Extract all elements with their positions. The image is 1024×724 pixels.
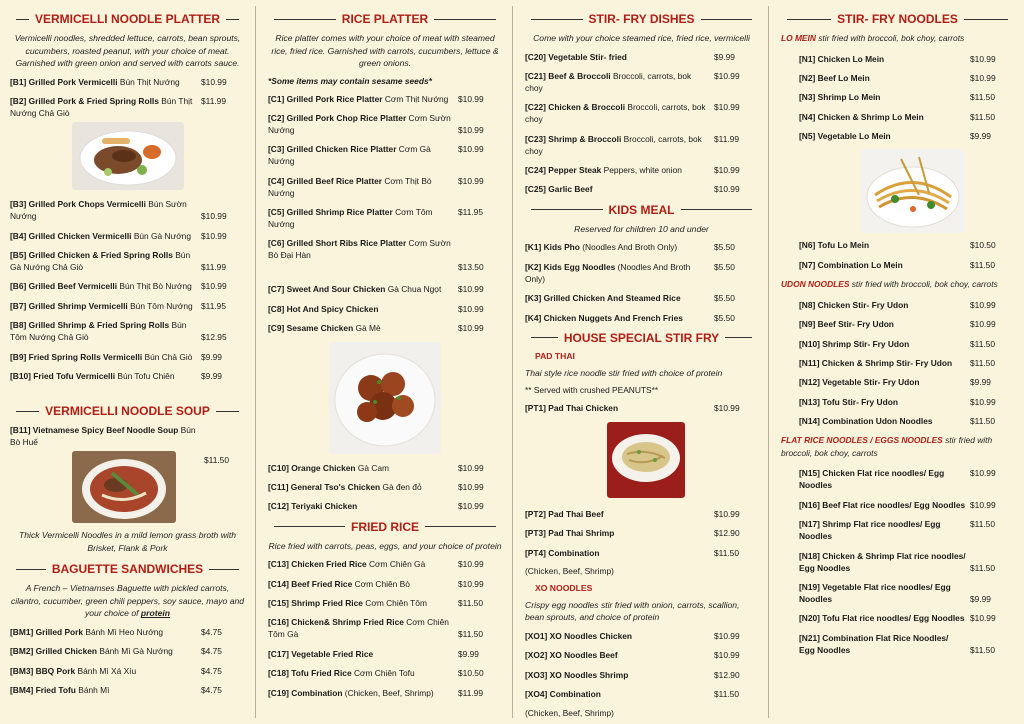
- menu-item[interactable]: [N19] Vegetable Flat rice noodles/ Egg Noodles $9.99: [799, 581, 1014, 605]
- menu-item[interactable]: [K4] Chicken Nuggets And French Fries $5.50: [525, 312, 758, 324]
- menu-item[interactable]: [PT2] Pad Thai Beef $10.99: [525, 508, 758, 520]
- menu-item[interactable]: [B1] Grilled Pork Vermicelli Bún Thịt Nướng $10.99: [10, 76, 245, 88]
- menu-item[interactable]: [N20] Tofu Flat rice noodles/ Egg Noodles $10.99: [799, 612, 1014, 624]
- item-price: $10.99: [458, 501, 484, 512]
- menu-item[interactable]: [N17] Shrimp Flat rice noodles/ Egg Noodles $11.50: [799, 518, 1014, 542]
- section-vermicelli-platter-header: [10, 12, 245, 26]
- menu-item[interactable]: [BM4] Fried Tofu Bánh Mì $4.75: [10, 684, 245, 696]
- menu-item[interactable]: [N5] Vegetable Lo Mein $9.99: [799, 130, 1014, 142]
- menu-item[interactable]: [N13] Tofu Stir- Fry Udon $10.99: [799, 396, 1014, 408]
- menu-item[interactable]: [K3] Grilled Chicken And Steamed Rice $5.50: [525, 292, 758, 304]
- section-vermicelli-soup-header: [10, 404, 245, 418]
- item-price: $11.50: [458, 598, 483, 609]
- item-price: $10.99: [714, 102, 740, 113]
- section-description: Vermicelli noodles, shredded lettuce, carrots, bean sprouts, cucumbers, roasted peanut, with your choice of meat. Garnished with green onion and served with carrots sauce.: [14, 33, 241, 68]
- item-price: $11.95: [201, 300, 226, 311]
- item-price: $11.50: [458, 629, 483, 640]
- menu-item[interactable]: [B3] Grilled Pork Chops Vermicelli Bún Sườn Nướng $10.99: [10, 198, 245, 222]
- menu-item[interactable]: [N15] Chicken Flat rice noodles/ Egg Noodles $10.99: [799, 467, 1014, 491]
- peanut-note: ** Served with crushed PEANUTS**: [525, 385, 659, 396]
- menu-item[interactable]: [PT4] Combination $11.50: [525, 547, 758, 559]
- menu-item[interactable]: [C9] Sesame Chicken Gà Mè $10.99: [268, 322, 502, 334]
- menu-item[interactable]: [B10] Fried Tofu Vermicelli Bún Tofu Chiên $9.99: [10, 370, 245, 382]
- menu-item[interactable]: [B8] Grilled Shrimp & Fried Spring Rolls Bún Tôm Nướng Chả Giò $12.95: [10, 319, 245, 343]
- menu-item[interactable]: [C22] Chicken & Broccoli Broccoli, carrots, bok choy $10.99: [525, 101, 758, 125]
- item-price: $10.99: [458, 482, 484, 493]
- menu-item[interactable]: [N8] Chicken Stir- Fry Udon $10.99: [799, 299, 1014, 311]
- menu-item[interactable]: [N12] Vegetable Stir- Fry Udon $9.99: [799, 376, 1014, 388]
- item-price: $9.99: [970, 594, 991, 605]
- item-price: $12.95: [201, 332, 227, 343]
- menu-item[interactable]: [B2] Grilled Pork & Fried Spring Rolls Bún Thịt Nướng Chả Giò $11.99: [10, 95, 245, 119]
- menu-item[interactable]: [N6] Tofu Lo Mein $10.50: [799, 239, 1014, 251]
- menu-item[interactable]: [XO2] XO Noodles Beef $10.99: [525, 649, 758, 661]
- menu-item[interactable]: [C12] Teriyaki Chicken $10.99: [268, 500, 502, 512]
- item-price: $13.50: [458, 262, 484, 273]
- pad-thai-photo: [607, 422, 685, 498]
- lo-mein-photo: [861, 149, 965, 233]
- item-price: $10.99: [458, 144, 484, 155]
- item-price: $10.99: [458, 462, 484, 473]
- section-title: STIR- FRY NOODLES: [837, 12, 958, 26]
- menu-item[interactable]: [C25] Garlic Beef $10.99: [525, 183, 758, 195]
- item-price: $10.99: [970, 53, 996, 64]
- menu-item[interactable]: [N14] Combination Udon Noodles $11.50: [799, 415, 1014, 427]
- item-price: $10.99: [970, 499, 996, 510]
- menu-item[interactable]: [XO4] Combination $11.50: [525, 688, 758, 700]
- menu-item[interactable]: [C20] Vegetable Stir- fried $9.99: [525, 51, 758, 63]
- menu-item[interactable]: [N11] Chicken & Shrimp Stir- Fry Udon $11.50: [799, 357, 1014, 369]
- item-price: $9.99: [201, 371, 222, 382]
- section-description: Crispy egg noodles stir fried with onion, carrots, scallion, bean sprouts, and choice of protein: [525, 599, 740, 623]
- item-price: $11.50: [970, 111, 995, 122]
- menu-item[interactable]: [C3] Grilled Chicken Rice Platter Cơm Gà Nướng $10.99: [268, 143, 502, 167]
- menu-item[interactable]: [N10] Shrimp Stir- Fry Udon $11.50: [799, 338, 1014, 350]
- menu-item[interactable]: [N7] Combination Lo Mein $11.50: [799, 259, 1014, 271]
- item-price: $9.99: [970, 131, 991, 142]
- column-divider: [255, 6, 256, 718]
- item-price: $11.50: [714, 689, 739, 700]
- menu-item[interactable]: [B11] Vietnamese Spicy Beef Noodle Soup Bún Bò Huế: [10, 424, 245, 448]
- menu-item[interactable]: [C21] Beef & Broccoli Broccoli, carrots, bok choy $10.99: [525, 70, 758, 94]
- item-price: $10.50: [970, 240, 996, 251]
- menu-item[interactable]: [N9] Beef Stir- Fry Udon $10.99: [799, 318, 1014, 330]
- section-title: FRIED RICE: [351, 519, 420, 534]
- beef-noodle-soup-photo: [72, 451, 176, 523]
- menu-item[interactable]: [K1] Kids Pho (Noodles And Broth Only) $5.50: [525, 241, 758, 253]
- item-price: $10.99: [714, 70, 740, 81]
- menu-item[interactable]: [N3] Shrimp Lo Mein $11.50: [799, 91, 1014, 103]
- section-title: VERMICELLI NOODLE PLATTER: [34, 12, 221, 26]
- column-divider: [512, 6, 513, 718]
- section-stir-fry-dishes-header: [525, 12, 758, 26]
- menu-item[interactable]: [B7] Grilled Shrimp Vermicelli Bún Tôm Nướng $11.95: [10, 300, 245, 312]
- menu-item[interactable]: [N18] Chicken & Shrimp Flat rice noodles/ Egg Noodles $11.50: [799, 550, 1014, 574]
- menu-column-1: [0, 0, 255, 724]
- menu-item[interactable]: [B9] Fried Spring Rolls Vermicelli Bún Chả Giò $9.99: [10, 351, 245, 363]
- section-house-special-header: [525, 331, 758, 345]
- item-price: $11.95: [458, 207, 483, 218]
- menu-item[interactable]: [BM1] Grilled Pork Bánh Mì Heo Nướng $4.75: [10, 626, 245, 638]
- item-price: $10.99: [714, 165, 740, 176]
- vermicelli-platter-photo: [72, 122, 184, 190]
- section-title: HOUSE SPECIAL STIR FRY: [563, 330, 720, 345]
- menu-item[interactable]: [B4] Grilled Chicken Vermicelli Bún Gà Nướng $10.99: [10, 230, 245, 242]
- item-price: $11.50: [970, 259, 995, 270]
- item-price: $10.99: [201, 76, 227, 87]
- menu-item[interactable]: [C5] Grilled Shrimp Rice Platter Cơm Tôm Nướng $11.95: [268, 206, 502, 230]
- menu-item[interactable]: [C4] Grilled Beef Rice Platter Cơm Thịt Bò Nướng $10.99: [268, 175, 502, 199]
- udon-description: UDON NOODLES stir fried with broccoli, bok choy, carrots: [781, 279, 998, 290]
- menu-item[interactable]: [C19] Combination (Chicken, Beef, Shrimp) $11.99: [268, 687, 502, 699]
- menu-item[interactable]: [XO3] XO Noodles Shrimp $12.90: [525, 669, 758, 681]
- item-price: $10.99: [458, 578, 484, 589]
- combo-note: (Chicken, Beef, Shrimp): [525, 707, 614, 718]
- menu-item[interactable]: [C1] Grilled Pork Rice Platter Cơm Thịt Nướng $10.99: [268, 93, 502, 105]
- item-price: $4.75: [201, 626, 222, 637]
- item-price: $11.50: [970, 416, 995, 427]
- item-price: $10.99: [201, 281, 227, 292]
- item-price: $5.50: [714, 293, 735, 304]
- section-description: Rice platter comes with your choice of meat with steamed rice, fried rice. Garnished with carrots, cucumbers, lettuce & green onions.: [271, 33, 499, 68]
- item-price: $9.99: [201, 351, 222, 362]
- menu-item[interactable]: [PT3] Pad Thai Shrimp $12.90: [525, 527, 758, 539]
- item-price: $10.99: [201, 230, 227, 241]
- section-title: RICE PLATTER: [341, 12, 429, 26]
- pad-thai-subheading: PAD THAI: [535, 350, 575, 361]
- menu-item[interactable]: [C16] Chicken& Shrimp Fried Rice Cơm Chiên Tôm Gà $11.50: [268, 616, 502, 640]
- item-price: $10.99: [970, 613, 996, 624]
- combo-note: (Chicken, Beef, Shrimp): [525, 565, 614, 576]
- section-description: Thick Vermicelli Noodles in a mild lemon grass broth with Brisket, Flank & Pork: [19, 530, 236, 553]
- item-price: $10.99: [714, 508, 740, 519]
- menu-item[interactable]: [XO1] XO Noodles Chicken $10.99: [525, 630, 758, 642]
- lo-mein-description: LO MEIN stir fried with broccoli, bok choy, carrots: [781, 33, 965, 43]
- item-price: $10.99: [458, 175, 484, 186]
- item-price: $11.99: [201, 262, 226, 273]
- menu-column-2: [258, 0, 512, 724]
- sesame-note: *Some items may contain sesame seeds*: [268, 75, 432, 86]
- item-price: $11.50: [970, 357, 995, 368]
- menu-item[interactable]: [C11] General Tso's Chicken Gà đen đỏ $10.99: [268, 481, 502, 493]
- section-description: Rice fried with carrots, peas, eggs, and your choice of protein: [268, 540, 502, 551]
- menu-item[interactable]: [N1] Chicken Lo Mein $10.99: [799, 53, 1014, 65]
- item-price: $10.99: [458, 124, 484, 135]
- menu-item[interactable]: [B5] Grilled Chicken & Fried Spring Rolls Bún Gà Nướng Chả Giò $11.99: [10, 249, 245, 273]
- item-price: $11.50: [970, 338, 995, 349]
- item-price: $11.99: [201, 95, 226, 106]
- item-price: $10.99: [458, 284, 484, 295]
- item-price: $9.99: [970, 377, 991, 388]
- section-title: STIR- FRY DISHES: [588, 12, 695, 26]
- item-price: $12.90: [714, 669, 740, 680]
- section-stir-fry-noodles-header: [781, 12, 1014, 26]
- item-price: $10.99: [714, 630, 740, 641]
- menu-item[interactable]: [K2] Kids Egg Noodles (Noodles And Broth Only) $5.50: [525, 261, 758, 285]
- section-baguette-header: [10, 562, 245, 576]
- item-price: $10.99: [714, 650, 740, 661]
- item-price: $11.50: [970, 92, 995, 103]
- item-price: $11.99: [458, 687, 483, 698]
- item-price: $10.99: [201, 211, 227, 222]
- menu-item[interactable]: [BM2] Grilled Chicken Bánh Mì Gà Nướng $4.75: [10, 645, 245, 657]
- item-price: $4.75: [201, 646, 222, 657]
- section-rice-platter-header: [268, 12, 502, 26]
- item-price: $10.99: [458, 93, 484, 104]
- section-fried-rice-header: [268, 520, 502, 534]
- section-description: Thai style rice noodle stir fried with choice of protein: [525, 367, 723, 378]
- flat-rice-description: FLAT RICE NOODLES / EGGS NOODLES stir fried with broccoli, bok choy, carrots: [781, 435, 993, 458]
- item-price: $4.75: [201, 685, 222, 696]
- item-price: $10.99: [970, 72, 996, 83]
- item-price: $10.99: [714, 184, 740, 195]
- item-price: $10.99: [458, 323, 484, 334]
- item-price: $4.75: [201, 665, 222, 676]
- menu-item[interactable]: [C6] Grilled Short Ribs Rice Platter Cơm Sườn Bò Đại Hàn $13.50: [268, 237, 502, 273]
- menu-item[interactable]: [N4] Chicken & Shrimp Lo Mein $11.50: [799, 111, 1014, 123]
- menu-item[interactable]: [BM3] BBQ Pork Bánh Mì Xá Xíu $4.75: [10, 665, 245, 677]
- section-title: VERMICELLI NOODLE SOUP: [45, 404, 210, 419]
- section-title: KIDS MEAL: [608, 202, 675, 217]
- section-description: Reserved for children 10 and under: [574, 223, 709, 234]
- item-price: $10.50: [458, 668, 484, 679]
- item-price: $9.99: [714, 51, 735, 62]
- item-price: $11.50: [714, 547, 739, 558]
- menu-column-3: [515, 0, 768, 724]
- menu-item[interactable]: [C8] Hot And Spicy Chicken $10.99: [268, 303, 502, 315]
- menu-item[interactable]: [C13] Chicken Fried Rice Cơm Chiên Gà $10.99: [268, 558, 502, 570]
- item-price: $5.50: [714, 261, 735, 272]
- menu-item[interactable]: [C2] Grilled Pork Chop Rice Platter Cơm Sườn Nướng $10.99: [268, 112, 502, 136]
- item-price: [205, 424, 245, 448]
- menu-item[interactable]: [C7] Sweet And Sour Chicken Gà Chua Ngọt $10.99: [268, 283, 502, 295]
- item-price: $11.50: [204, 455, 229, 466]
- item-price: $10.99: [970, 468, 996, 479]
- menu-item[interactable]: [PT1] Pad Thai Chicken $10.99: [525, 402, 758, 414]
- item-price: $5.50: [714, 312, 735, 323]
- item-price: $9.99: [458, 648, 479, 659]
- menu-item[interactable]: [C15] Shrimp Fried Rice Cơm Chiên Tôm $11.50: [268, 597, 502, 609]
- item-price: $10.99: [458, 303, 484, 314]
- sesame-chicken-photo: [329, 342, 441, 454]
- menu-item[interactable]: [N16] Beef Flat rice noodles/ Egg Noodles $10.99: [799, 499, 1014, 511]
- menu-item[interactable]: [C17] Vegetable Fried Rice $9.99: [268, 648, 502, 660]
- menu-item[interactable]: [N2] Beef Lo Mein $10.99: [799, 72, 1014, 84]
- xo-noodles-subheading: XO NOODLES: [535, 582, 593, 593]
- menu-item[interactable]: [C18] Tofu Fried Rice Cơm Chiên Tofu $10.50: [268, 667, 502, 679]
- menu-item[interactable]: [C14] Beef Fried Rice Cơm Chiên Bò $10.99: [268, 578, 502, 590]
- item-price: $11.50: [970, 519, 995, 530]
- item-price: $10.99: [970, 299, 996, 310]
- menu-item[interactable]: [N21] Combination Flat Rice Noodles/ Egg Noodles $11.50: [799, 632, 1014, 656]
- item-price: $11.50: [970, 644, 995, 655]
- menu-column-4: [771, 0, 1024, 724]
- section-title: BAGUETTE SANDWICHES: [51, 562, 204, 577]
- section-description: A French – Vietnamses Baguette with pickled carrots, cilantro, cucumber, green chili peppers, soy sauce, mayo and your choice of protein: [10, 583, 245, 619]
- item-price: $12.90: [714, 528, 740, 539]
- item-price: $11.50: [970, 562, 995, 573]
- item-price: $11.99: [714, 133, 739, 144]
- item-price: $5.50: [714, 242, 735, 253]
- menu-item[interactable]: [C24] Pepper Steak Peppers, white onion $10.99: [525, 164, 758, 176]
- item-price: $10.99: [714, 403, 740, 414]
- menu-item[interactable]: [C23] Shrimp & Broccoli Broccoli, carrots, bok choy $11.99: [525, 133, 758, 157]
- item-price: $10.99: [970, 396, 996, 407]
- menu-item[interactable]: [C10] Orange Chicken Gà Cam $10.99: [268, 462, 502, 474]
- item-price: $10.99: [458, 559, 484, 570]
- section-kids-meal-header: [525, 203, 758, 217]
- column-divider: [768, 6, 769, 718]
- item-price: $10.99: [970, 319, 996, 330]
- section-description: Come with your choice steamed rice, fried rice, vermicelli: [533, 33, 750, 43]
- menu-item[interactable]: [B6] Grilled Beef Vermicelli Bún Thịt Bò Nướng $10.99: [10, 280, 245, 292]
